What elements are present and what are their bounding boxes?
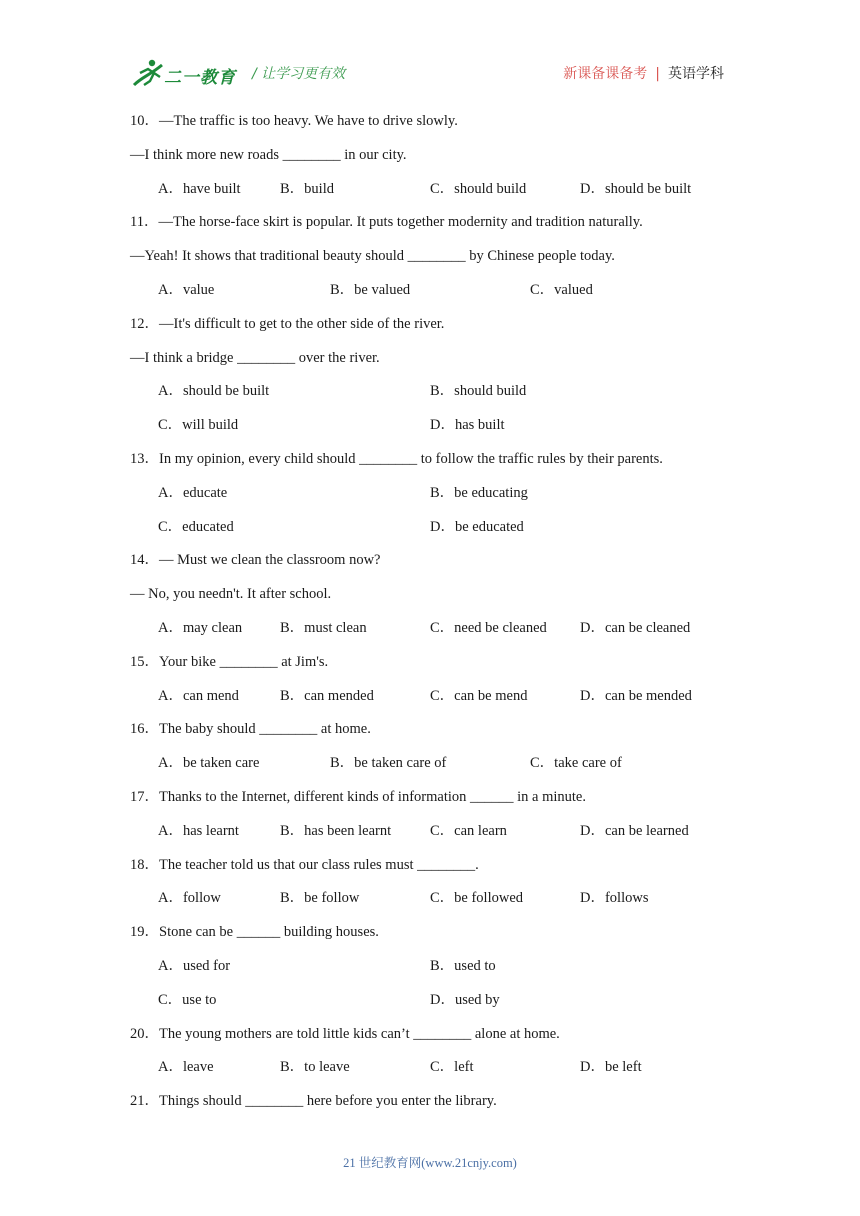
options-row: [130, 482, 730, 516]
answer-option: D．can be learned: [580, 822, 689, 839]
question-line: —I think more new roads ________ in our city.: [130, 146, 407, 163]
answer-option: C．left: [430, 1059, 474, 1076]
answer-option: D．can be mended: [580, 687, 692, 704]
answer-option: B．be follow: [280, 890, 360, 907]
answer-option: C．take care of: [530, 755, 622, 772]
answer-option: A．used for: [158, 957, 231, 974]
question-line: 19．Stone can be ______ building houses.: [130, 924, 379, 941]
answer-option: A．educate: [158, 484, 228, 501]
answer-option: B．be valued: [330, 281, 411, 298]
page-header: [130, 55, 730, 91]
answer-option: A．should be built: [158, 383, 270, 400]
question-line: —Yeah! It shows that traditional beauty should ________ by Chinese people today.: [130, 248, 615, 265]
answer-option: A．leave: [158, 1059, 214, 1076]
logo-text: 二一教育: [164, 68, 236, 88]
answer-option: A．may clean: [158, 619, 243, 636]
answer-option: B．be taken care of: [330, 755, 447, 772]
answer-option: D．be educated: [430, 518, 524, 535]
options-row: [130, 820, 730, 854]
answer-option: C．should build: [430, 180, 527, 197]
options-row: [130, 1056, 730, 1090]
question-list: [130, 110, 730, 1124]
answer-option: C．can be mend: [430, 687, 528, 704]
answer-option: D．has built: [430, 417, 505, 434]
question-line: 10．—The traffic is too heavy. We have to drive slowly.: [130, 113, 458, 129]
question-line: 21．Things should ________ here before you enter the library.: [130, 1093, 497, 1110]
options-row: [130, 178, 730, 212]
question-line: 11．—The horse-face skirt is popular. It puts together modernity and tradition naturally.: [130, 214, 643, 231]
answer-option: A．can mend: [158, 687, 239, 704]
answer-option: B．has been learnt: [280, 822, 392, 839]
options-row: [130, 279, 730, 313]
question-line: 15．Your bike ________ at Jim's.: [130, 653, 329, 670]
answer-option: A．have built: [158, 180, 241, 197]
answer-option: C．use to: [158, 991, 217, 1008]
answer-option: D．can be cleaned: [580, 619, 691, 636]
options-row: [130, 414, 730, 448]
answer-option: B．can mended: [280, 687, 374, 704]
answer-option: C．be followed: [430, 890, 524, 907]
header-separator: |: [655, 66, 660, 82]
answer-option: B．be educating: [430, 484, 528, 501]
answer-option: B．used to: [430, 957, 496, 974]
answer-option: C．valued: [530, 281, 593, 298]
options-row: [130, 887, 730, 921]
footer: 21 世纪教育网(www.21cnjy.com): [343, 1156, 517, 1170]
question-line: — No, you needn't. It after school.: [130, 586, 332, 603]
options-row: [130, 685, 730, 719]
question-line: —I think a bridge ________ over the river.: [130, 349, 380, 366]
options-row: [130, 617, 730, 651]
answer-option: D．should be built: [580, 180, 692, 197]
answer-option: B．to leave: [280, 1059, 350, 1076]
header-tagline: 新课备课备考: [563, 66, 648, 82]
options-row: [130, 380, 730, 414]
answer-option: C．will build: [158, 417, 239, 434]
answer-option: C．can learn: [430, 822, 507, 839]
answer-option: A．value: [158, 281, 215, 298]
options-row: [130, 516, 730, 550]
answer-option: C．educated: [158, 518, 234, 535]
question-line: 20．The young mothers are told little kids can’t ________ alone at home.: [130, 1025, 560, 1042]
question-line: 13．In my opinion, every child should ________ to follow the traffic rules by their parents.: [130, 450, 663, 467]
question-line: 16．The baby should ________ at home.: [130, 721, 371, 738]
subject-label: 英语学科: [668, 66, 724, 82]
options-row: [130, 989, 730, 1023]
options-row: [130, 955, 730, 989]
slogan: / 让学习更有效: [252, 66, 346, 82]
answer-option: D．follows: [580, 890, 649, 907]
answer-option: D．used by: [430, 991, 500, 1008]
answer-option: A．has learnt: [158, 822, 239, 839]
answer-option: B．must clean: [280, 619, 367, 636]
question-line: 17．Thanks to the Internet, different kinds of information ______ in a minute.: [130, 788, 586, 805]
runner-logo-icon: [130, 55, 166, 91]
answer-option: A．be taken care: [158, 755, 260, 772]
question-line: 14．— Must we clean the classroom now?: [130, 552, 381, 569]
question-line: 18．The teacher told us that our class rules must ________.: [130, 856, 479, 873]
answer-option: D．be left: [580, 1059, 642, 1076]
answer-option: A．follow: [158, 890, 221, 907]
logo: [130, 55, 240, 91]
answer-option: C．need be cleaned: [430, 619, 547, 636]
options-row: [130, 752, 730, 786]
question-line: 12．—It's difficult to get to the other side of the river.: [130, 315, 445, 332]
answer-option: B．should build: [430, 383, 527, 400]
answer-option: B．build: [280, 180, 334, 197]
header-right: [563, 63, 724, 83]
